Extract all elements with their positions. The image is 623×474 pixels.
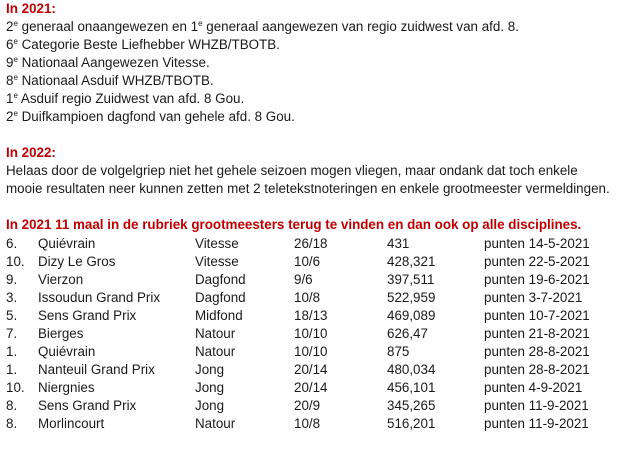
achievement-line <box>6 18 618 36</box>
ordinal-suffix: e <box>13 19 18 28</box>
result-points: 516,201 <box>387 416 436 431</box>
result-ratio: 20/14 <box>294 362 328 377</box>
result-discipline: Midfond <box>195 308 243 323</box>
achievement-line <box>6 36 618 54</box>
result-discipline: Natour <box>195 416 236 431</box>
result-race: Sens Grand Prix <box>38 398 137 413</box>
result-race: Morlincourt <box>38 416 105 431</box>
result-discipline: Vitesse <box>195 236 239 251</box>
table-row <box>6 379 614 397</box>
result-date: punten 11-9-2021 <box>484 416 589 431</box>
result-discipline: Dagfond <box>195 272 246 287</box>
table-row <box>6 343 614 361</box>
result-race: Niergnies <box>38 380 95 395</box>
result-rank: 1. <box>6 362 18 377</box>
result-rank: 3. <box>6 290 18 305</box>
table-row <box>6 361 614 379</box>
result-discipline: Dagfond <box>195 290 246 305</box>
result-ratio: 20/9 <box>294 398 321 413</box>
achievements-2021-list <box>6 18 618 126</box>
result-rank: 8. <box>6 398 18 413</box>
result-ratio: 10/10 <box>294 344 328 359</box>
result-date: punten 3-7-2021 <box>484 290 583 305</box>
result-ratio: 26/18 <box>294 236 328 251</box>
table-row <box>6 235 614 253</box>
result-points: 626,47 <box>387 326 428 341</box>
achievement-rank: 9 <box>6 55 14 70</box>
result-ratio: 9/6 <box>294 272 313 287</box>
result-points: 480,034 <box>387 362 436 377</box>
paragraph-2022: Helaas door de volgelgriep niet het gehele seizoen mogen vliegen, maar ondank dat toch enkele mooie resultaten neer kunnen zetten met 2 teletekstnoteringen en enkele grootmeester vermeldingen. <box>6 163 610 196</box>
ordinal-suffix: e <box>13 91 18 100</box>
result-discipline: Natour <box>195 326 236 341</box>
result-race: Dizy Le Gros <box>38 254 116 269</box>
result-discipline: Jong <box>195 362 225 377</box>
result-race: Issoudun Grand Prix <box>38 290 161 305</box>
result-points: 469,089 <box>387 308 436 323</box>
result-points: 456,101 <box>387 380 436 395</box>
achievement-text: generaal onaangewezen en 1 <box>17 19 199 34</box>
result-date: punten 10-7-2021 <box>484 308 590 323</box>
achievement-text: Nationaal Asduif WHZB/TBOTB. <box>17 73 214 88</box>
result-rank: 5. <box>6 308 18 323</box>
ordinal-suffix: e <box>13 109 18 118</box>
achievement-rank: 8 <box>6 73 14 88</box>
result-points: 345,265 <box>387 398 436 413</box>
achievement-rank: 2 <box>6 19 14 34</box>
result-date: punten 28-8-2021 <box>484 344 590 359</box>
table-row <box>6 307 614 325</box>
result-date: punten 21-8-2021 <box>484 326 590 341</box>
result-race: Quiévrain <box>38 344 96 359</box>
results-title: In 2021 11 maal in de rubriek grootmeesters terug te vinden en dan ook op alle disciplines. <box>6 217 582 232</box>
result-ratio: 10/8 <box>294 290 321 305</box>
result-discipline: Natour <box>195 344 236 359</box>
achievement-text: Categorie Beste Liefhebber WHZB/TBOTB. <box>17 37 280 52</box>
ordinal-suffix: e <box>13 73 18 82</box>
result-rank: 1. <box>6 344 18 359</box>
result-points: 522,959 <box>387 290 436 305</box>
result-discipline: Vitesse <box>195 254 239 269</box>
result-rank: 10. <box>6 380 25 395</box>
achievement-rank: 2 <box>6 109 14 124</box>
table-row <box>6 271 614 289</box>
table-row <box>6 289 614 307</box>
ordinal-suffix: e <box>13 55 18 64</box>
table-row <box>6 397 614 415</box>
achievement-text: Nationaal Aangewezen Vitesse. <box>17 55 210 70</box>
achievement-line <box>6 72 618 90</box>
achievement-rank: 1 <box>6 91 14 106</box>
result-ratio: 10/8 <box>294 416 321 431</box>
heading-2021: In 2021: <box>6 1 56 16</box>
document-body <box>6 0 618 433</box>
result-points: 397,511 <box>387 272 435 287</box>
result-rank: 9. <box>6 272 18 287</box>
result-race: Quiévrain <box>38 236 96 251</box>
achievement-text: Asduif regio Zuidwest van afd. 8 Gou. <box>17 91 245 106</box>
result-date: punten 4-9-2021 <box>484 380 583 395</box>
result-race: Sens Grand Prix <box>38 308 137 323</box>
table-row <box>6 415 614 433</box>
result-race: Bierges <box>38 326 84 341</box>
result-date: punten 28-8-2021 <box>484 362 590 377</box>
result-date: punten 22-5-2021 <box>484 254 590 269</box>
ordinal-suffix: e <box>13 37 18 46</box>
result-rank: 6. <box>6 236 18 251</box>
heading-2022: In 2022: <box>6 145 56 160</box>
result-points: 875 <box>387 344 410 359</box>
result-ratio: 10/10 <box>294 326 328 341</box>
result-rank: 8. <box>6 416 18 431</box>
table-row <box>6 253 614 271</box>
result-date: punten 14-5-2021 <box>484 236 590 251</box>
results-table <box>6 235 614 433</box>
result-rank: 7. <box>6 326 18 341</box>
result-ratio: 10/6 <box>294 254 321 269</box>
achievement-text: Duifkampioen dagfond van gehele afd. 8 Gou. <box>17 109 295 124</box>
achievement-text: generaal aangewezen van regio zuidwest van afd. 8. <box>202 19 519 34</box>
result-date: punten 19-6-2021 <box>484 272 590 287</box>
ordinal-suffix: e <box>198 19 203 28</box>
result-rank: 10. <box>6 254 25 269</box>
result-ratio: 20/14 <box>294 380 328 395</box>
achievement-rank: 6 <box>6 37 14 52</box>
result-points: 431 <box>387 236 410 251</box>
table-row <box>6 325 614 343</box>
achievement-line <box>6 90 618 108</box>
result-race: Nanteuil Grand Prix <box>38 362 155 377</box>
result-ratio: 18/13 <box>294 308 328 323</box>
result-discipline: Jong <box>195 398 225 413</box>
result-discipline: Jong <box>195 380 225 395</box>
result-date: punten 11-9-2021 <box>484 398 589 413</box>
achievement-line <box>6 108 618 126</box>
achievement-line <box>6 54 618 72</box>
result-points: 428,321 <box>387 254 436 269</box>
result-race: Vierzon <box>38 272 84 287</box>
